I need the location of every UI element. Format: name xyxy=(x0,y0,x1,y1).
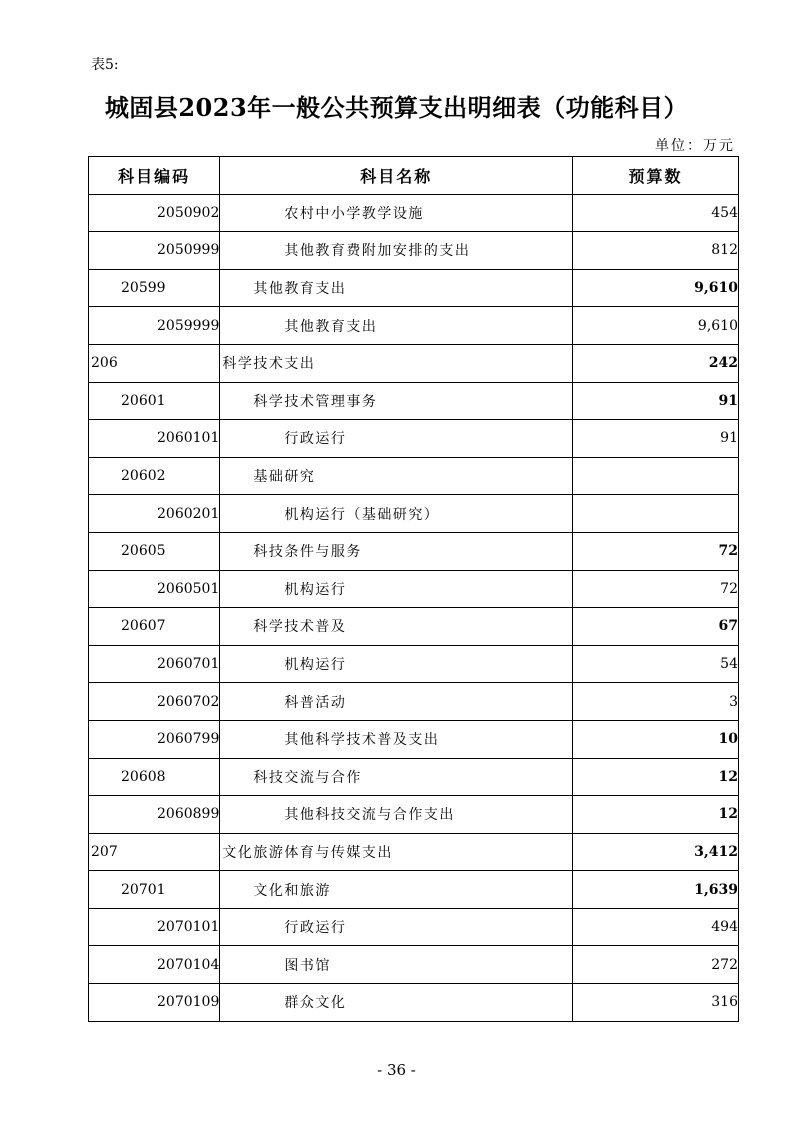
table-row xyxy=(89,420,739,458)
cell-amount: 91 xyxy=(573,420,739,458)
cell-code: 2070109 xyxy=(89,984,220,1022)
table-row xyxy=(89,344,739,382)
cell-name: 其他科技交流与合作支出 xyxy=(220,796,573,834)
cell-code: 2060701 xyxy=(89,645,220,683)
table-row xyxy=(89,720,739,758)
table-row xyxy=(89,382,739,420)
cell-code: 207 xyxy=(89,833,220,871)
table-row xyxy=(89,758,739,796)
table-row xyxy=(89,570,739,608)
cell-name: 机构运行 xyxy=(220,570,573,608)
cell-name: 基础研究 xyxy=(220,457,573,495)
column-header-name: 科目名称 xyxy=(220,157,573,195)
cell-amount: 1,639 xyxy=(573,871,739,909)
cell-amount xyxy=(573,457,739,495)
cell-amount: 54 xyxy=(573,645,739,683)
cell-code: 2060899 xyxy=(89,796,220,834)
budget-table xyxy=(88,156,739,1022)
cell-code: 20605 xyxy=(89,532,220,570)
cell-code: 2060501 xyxy=(89,570,220,608)
cell-code: 2050902 xyxy=(89,194,220,232)
cell-code: 2070101 xyxy=(89,908,220,946)
cell-name: 文化旅游体育与传媒支出 xyxy=(220,833,573,871)
cell-name: 科学技术支出 xyxy=(220,344,573,382)
table-row xyxy=(89,984,739,1022)
cell-code: 20601 xyxy=(89,382,220,420)
cell-amount: 316 xyxy=(573,984,739,1022)
cell-amount: 3,412 xyxy=(573,833,739,871)
cell-amount: 12 xyxy=(573,796,739,834)
cell-amount: 242 xyxy=(573,344,739,382)
cell-name: 其他教育支出 xyxy=(220,269,573,307)
table-row xyxy=(89,194,739,232)
table-header-row xyxy=(89,157,739,195)
cell-name: 科学技术普及 xyxy=(220,608,573,646)
cell-code: 2060201 xyxy=(89,495,220,533)
cell-code: 2059999 xyxy=(89,307,220,345)
page-number: - 36 - xyxy=(377,1061,416,1079)
cell-name: 图书馆 xyxy=(220,946,573,984)
cell-code: 2060702 xyxy=(89,683,220,721)
cell-name: 科技条件与服务 xyxy=(220,532,573,570)
cell-code: 20607 xyxy=(89,608,220,646)
cell-name: 农村中小学教学设施 xyxy=(220,194,573,232)
cell-name: 科普活动 xyxy=(220,683,573,721)
cell-code: 20602 xyxy=(89,457,220,495)
cell-amount: 454 xyxy=(573,194,739,232)
cell-amount: 494 xyxy=(573,908,739,946)
cell-name: 科技交流与合作 xyxy=(220,758,573,796)
table-body xyxy=(89,194,739,1021)
cell-amount: 9,610 xyxy=(573,269,739,307)
cell-amount: 9,610 xyxy=(573,307,739,345)
table-row xyxy=(89,307,739,345)
cell-amount xyxy=(573,495,739,533)
cell-amount: 10 xyxy=(573,720,739,758)
table-label: 表5: xyxy=(91,57,119,73)
table-row xyxy=(89,457,739,495)
unit-label: 单位：万元 xyxy=(655,138,735,154)
cell-amount: 91 xyxy=(573,382,739,420)
table-row xyxy=(89,495,739,533)
cell-amount: 12 xyxy=(573,758,739,796)
cell-code: 20608 xyxy=(89,758,220,796)
cell-name: 文化和旅游 xyxy=(220,871,573,909)
cell-name: 其他教育支出 xyxy=(220,307,573,345)
cell-code: 20599 xyxy=(89,269,220,307)
cell-amount: 3 xyxy=(573,683,739,721)
cell-name: 机构运行（基础研究） xyxy=(220,495,573,533)
table-row xyxy=(89,269,739,307)
cell-amount: 72 xyxy=(573,532,739,570)
cell-name: 行政运行 xyxy=(220,420,573,458)
cell-code: 20701 xyxy=(89,871,220,909)
cell-code: 2070104 xyxy=(89,946,220,984)
cell-name: 群众文化 xyxy=(220,984,573,1022)
cell-code: 2050999 xyxy=(89,232,220,270)
table-row xyxy=(89,232,739,270)
cell-code: 2060799 xyxy=(89,720,220,758)
cell-name: 其他科学技术普及支出 xyxy=(220,720,573,758)
cell-name: 其他教育费附加安排的支出 xyxy=(220,232,573,270)
table-row xyxy=(89,608,739,646)
table-row xyxy=(89,908,739,946)
cell-name: 科学技术管理事务 xyxy=(220,382,573,420)
cell-name: 行政运行 xyxy=(220,908,573,946)
table-row xyxy=(89,532,739,570)
cell-name: 机构运行 xyxy=(220,645,573,683)
table-row xyxy=(89,946,739,984)
table-row xyxy=(89,796,739,834)
cell-code: 206 xyxy=(89,344,220,382)
column-header-amount: 预算数 xyxy=(573,157,739,195)
table-row xyxy=(89,871,739,909)
cell-amount: 72 xyxy=(573,570,739,608)
page-title: 城固县2023年一般公共预算支出明细表（功能科目） xyxy=(104,93,689,122)
table-row xyxy=(89,833,739,871)
table-row xyxy=(89,683,739,721)
cell-code: 2060101 xyxy=(89,420,220,458)
cell-amount: 272 xyxy=(573,946,739,984)
cell-amount: 67 xyxy=(573,608,739,646)
column-header-code: 科目编码 xyxy=(89,157,220,195)
table-row xyxy=(89,645,739,683)
cell-amount: 812 xyxy=(573,232,739,270)
